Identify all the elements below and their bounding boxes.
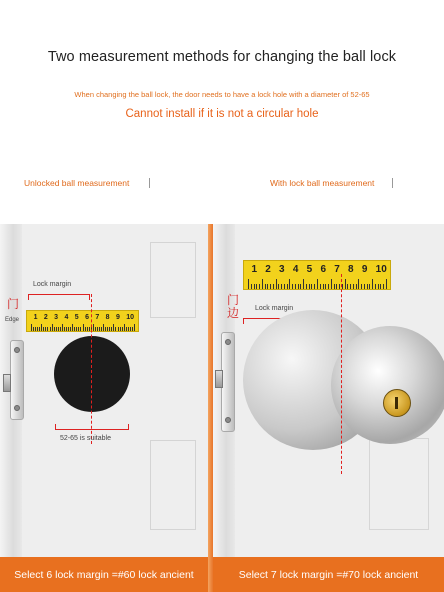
right-footer-note: Select 7 lock margin =#70 lock ancient: [213, 557, 444, 592]
ruler-tick: [118, 327, 119, 331]
ruler-number: 1: [251, 264, 257, 275]
center-line: [91, 294, 92, 444]
ruler-tick: [276, 279, 277, 289]
ruler-tick: [289, 279, 290, 289]
ruler-tick: [331, 279, 332, 289]
door-edge-label: 门: [7, 297, 20, 311]
ruler-tick: [306, 284, 307, 289]
ruler-tick: [278, 284, 279, 289]
ruler-number: 2: [265, 264, 271, 275]
right-method-heading: With lock ball measurement: [270, 178, 375, 188]
ruler-tick: [107, 327, 108, 331]
ruler-tick: [101, 327, 102, 331]
ruler-tick: [369, 284, 370, 289]
ruler-tick: [320, 284, 321, 289]
left-footer-note: Select 6 lock margin =#60 lock ancient: [0, 557, 208, 592]
ruler-tick: [89, 327, 90, 331]
ruler-tick: [58, 327, 59, 331]
ruler-tick: [45, 327, 46, 331]
ruler-tick: [33, 327, 34, 331]
ruler-tick: [130, 327, 131, 331]
door-panel-inset: [369, 438, 429, 530]
ruler-tick: [97, 327, 98, 331]
ruler-tick: [41, 324, 42, 331]
strike-plate: [10, 340, 24, 420]
latch-bolt: [3, 374, 11, 392]
ruler-tick: [85, 327, 86, 331]
ruler-tick: [103, 324, 104, 331]
lock-margin-bracket: [28, 294, 90, 300]
ruler-tick: [358, 279, 359, 289]
ruler-number: 5: [74, 314, 79, 321]
ruler-number: 1: [33, 314, 38, 321]
ruler-tick: [39, 327, 40, 331]
ruler-tick: [80, 327, 81, 331]
ruler-tick: [126, 327, 127, 331]
ruler-tick: [74, 327, 75, 331]
ruler-tick: [259, 284, 260, 289]
ruler-tick: [113, 324, 114, 331]
screw-icon: [14, 405, 20, 411]
ruler-tick: [303, 279, 304, 289]
ruler-tick: [336, 284, 337, 289]
ruler-tick: [43, 327, 44, 331]
ruler-tick: [251, 284, 252, 289]
ruler-tick: [262, 279, 263, 289]
ruler-number: 10: [126, 314, 135, 321]
ruler-number: 6: [85, 314, 89, 321]
ruler-tick: [339, 284, 340, 289]
ruler-number: 8: [105, 314, 110, 321]
ruler-number: 4: [64, 314, 69, 321]
ruler-tick: [52, 324, 53, 331]
ruler-tick: [99, 327, 100, 331]
measuring-ruler: [243, 260, 391, 290]
ruler-tick: [35, 327, 36, 331]
ruler-tick: [367, 284, 368, 289]
door-edge-label: 门边: [227, 293, 240, 320]
ruler-tick: [361, 284, 362, 289]
ruler-tick: [353, 284, 354, 289]
ruler-tick: [311, 284, 312, 289]
ruler-tick: [78, 327, 79, 331]
ruler-tick: [309, 284, 310, 289]
lock-margin-label: Lock margin: [33, 281, 72, 288]
ruler-tick: [95, 327, 96, 331]
ruler-tick: [60, 327, 61, 331]
ruler-tick: [115, 327, 116, 331]
ruler-tick: [356, 284, 357, 289]
ruler-tick: [292, 284, 293, 289]
ruler-tick: [64, 327, 65, 331]
keyhole-icon: [395, 397, 398, 409]
page-title: Two measurement methods for changing the ball lock: [47, 49, 397, 65]
ruler-tick: [254, 284, 255, 289]
ruler-tick: [72, 324, 73, 331]
ruler-tick: [62, 324, 63, 331]
requirement-text: When changing the ball lock, the door needs to have a lock hole with a diameter of 52-65: [74, 90, 370, 99]
ruler-tick: [380, 284, 381, 289]
ruler-number: 10: [375, 264, 387, 275]
diameter-bracket: [55, 424, 129, 430]
ruler-tick: [378, 284, 379, 289]
strike-plate: [221, 332, 235, 432]
ruler-tick: [386, 279, 387, 289]
ruler-number: 9: [115, 314, 120, 321]
ruler-tick: [273, 284, 274, 289]
ruler-number: 2: [43, 314, 48, 321]
ruler-tick: [47, 327, 48, 331]
ruler-tick: [323, 284, 324, 289]
ruler-tick: [83, 324, 84, 331]
ruler-tick: [281, 284, 282, 289]
ruler-tick: [270, 284, 271, 289]
ruler-tick: [105, 327, 106, 331]
door-panel-inset: [150, 242, 196, 318]
ruler-tick: [56, 327, 57, 331]
ruler-tick: [345, 279, 346, 289]
ruler-number: 9: [361, 264, 368, 275]
right-photo-panel: [213, 224, 444, 592]
warning-text: Cannot install if it is not a circular hole: [125, 108, 319, 120]
door-edge-label-en: Edge: [5, 317, 20, 323]
ruler-tick: [248, 279, 249, 289]
measuring-ruler: [26, 310, 139, 332]
ruler-tick: [372, 279, 373, 289]
ruler-tick: [328, 284, 329, 289]
ruler-tick: [347, 284, 348, 289]
ruler-tick: [265, 284, 266, 289]
ruler-tick: [383, 284, 384, 289]
ruler-tick: [109, 327, 110, 331]
ruler-tick: [31, 324, 32, 331]
ruler-number: 6: [320, 264, 326, 275]
ruler-tick: [334, 284, 335, 289]
ruler-number: 7: [95, 314, 100, 321]
ruler-tick: [124, 324, 125, 331]
ruler-tick: [256, 284, 257, 289]
screw-icon: [225, 339, 231, 345]
ruler-tick: [298, 284, 299, 289]
divider-mark: [149, 178, 150, 188]
ruler-tick: [76, 327, 77, 331]
ruler-tick: [87, 327, 88, 331]
lock-hole: [54, 336, 130, 412]
ruler-number: 7: [334, 264, 340, 275]
lock-margin-label: Lock margin: [255, 305, 294, 312]
ruler-tick: [132, 327, 133, 331]
key-cylinder-icon: [383, 389, 411, 417]
screw-icon: [225, 417, 231, 423]
ruler-tick: [364, 284, 365, 289]
ruler-tick: [350, 284, 351, 289]
ruler-tick: [317, 279, 318, 289]
ruler-tick: [267, 284, 268, 289]
ruler-tick: [93, 324, 94, 331]
ruler-number: 5: [306, 264, 313, 275]
ruler-tick: [325, 284, 326, 289]
ruler-tick: [300, 284, 301, 289]
ruler-tick: [122, 327, 123, 331]
ruler-tick: [37, 327, 38, 331]
ruler-tick: [287, 284, 288, 289]
center-line: [341, 274, 342, 474]
ruler-number: 8: [348, 264, 354, 275]
ruler-tick: [120, 327, 121, 331]
ruler-tick: [314, 284, 315, 289]
ruler-number: 3: [279, 264, 285, 275]
ruler-tick: [70, 327, 71, 331]
door-knob: [331, 326, 444, 444]
left-method-heading: Unlocked ball measurement: [24, 178, 130, 188]
door-panel-inset: [150, 440, 196, 530]
ruler-tick: [128, 327, 129, 331]
left-photo-panel: [0, 224, 208, 592]
ruler-tick: [134, 324, 135, 331]
screw-icon: [14, 347, 20, 353]
diameter-note: 52-65 is suitable: [60, 435, 111, 442]
latch-bolt: [215, 370, 223, 388]
ruler-tick: [375, 284, 376, 289]
ruler-number: 4: [292, 264, 299, 275]
ruler-number: 3: [54, 314, 59, 321]
ruler-tick: [50, 327, 51, 331]
ruler-tick: [111, 327, 112, 331]
ruler-tick: [68, 327, 69, 331]
divider-mark: [392, 178, 393, 188]
ruler-tick: [54, 327, 55, 331]
ruler-tick: [66, 327, 67, 331]
ruler-tick: [284, 284, 285, 289]
ruler-tick: [295, 284, 296, 289]
